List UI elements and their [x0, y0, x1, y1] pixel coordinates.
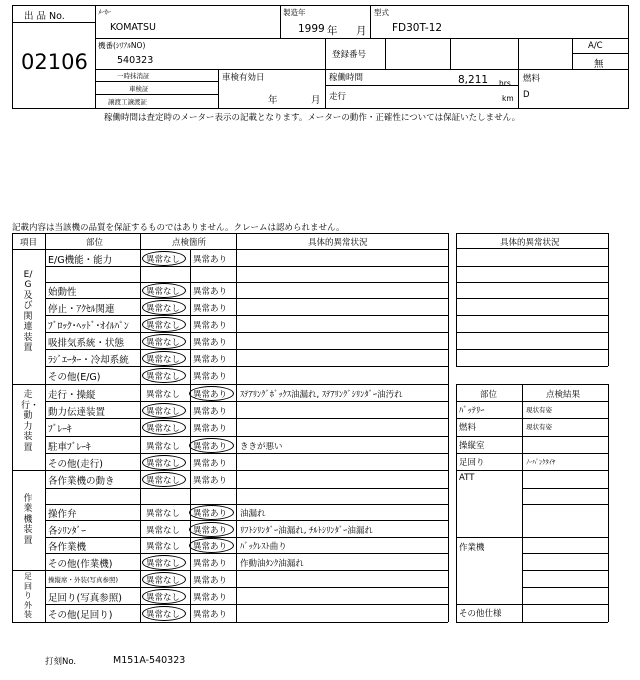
- row-part: 各ｼﾘﾝﾀﾞｰ: [48, 525, 87, 537]
- abnormal-option: 異常あり: [193, 337, 228, 348]
- right-row-part: ﾊﾞｯﾃﾘｰ: [459, 406, 485, 416]
- selected-circle: [189, 505, 234, 520]
- cert-temp-removal: 一時抹消証: [117, 72, 150, 80]
- abnormal-option: 異常あり: [193, 255, 228, 265]
- row-detail: ｽﾃｱﾘﾝｸﾞﾎﾞｯｸｽ油漏れ, ｽﾃｱﾘﾝｸﾞｼﾘﾝﾀﾞｰ油汚れ: [240, 389, 403, 400]
- selected-circle: [189, 522, 234, 537]
- right-row-result: ﾉｰﾊﾟﾝｸﾀｲﾔ: [526, 458, 556, 466]
- selected-circle: [142, 555, 186, 570]
- hours-note: 稼働時間は査定時のメーター表示の記載となります。メーターの動作・正確性については保証いたしません。: [104, 113, 521, 123]
- row-part: 操作弁: [48, 509, 77, 520]
- selected-circle: [189, 386, 234, 401]
- abnormal-option: 異常あり: [193, 575, 228, 586]
- normal-option: 異常なし: [146, 255, 181, 265]
- row-detail: ききが悪い: [240, 441, 283, 452]
- normal-option: 異常なし: [146, 354, 181, 365]
- row-part: 各作業機: [48, 542, 87, 553]
- normal-option: 異常なし: [146, 372, 181, 382]
- abnormal-option: 異常あり: [193, 610, 228, 620]
- right-row-part: 足回り: [459, 458, 485, 468]
- abnormal-option: 異常あり: [193, 558, 228, 569]
- ac-label: A/C: [588, 41, 603, 51]
- row-part: その他(走行): [48, 458, 103, 470]
- inspection-label: 車検有効日: [222, 73, 265, 83]
- abnormal-option: 異常あり: [193, 320, 228, 331]
- normal-option: 異常なし: [146, 287, 181, 297]
- normal-option: 異常なし: [146, 424, 181, 434]
- normal-option: 異常なし: [146, 509, 181, 519]
- row-detail: ﾊﾞｯｸﾚｽﾄ曲り: [240, 542, 287, 552]
- abnormal-option: 異常あり: [193, 303, 228, 314]
- model-label: 型式: [374, 8, 389, 17]
- abnormal-option: 異常あり: [193, 424, 228, 434]
- header-detail: 具体的異常状況: [308, 238, 368, 248]
- right-detail-header: 具体的異常状況: [500, 238, 560, 248]
- maker-value: KOMATSU: [110, 22, 156, 33]
- row-part: ﾌﾞﾚｰｷ: [48, 424, 72, 435]
- stamp-label: 打刻No.: [45, 657, 77, 667]
- normal-option: 異常なし: [146, 525, 181, 536]
- selected-circle: [189, 438, 234, 453]
- row-part: その他(作業機): [48, 558, 113, 570]
- year-unit: 年: [327, 25, 338, 37]
- selected-circle: [142, 455, 186, 470]
- abnormal-option: 異常あり: [193, 354, 228, 365]
- group-label-1: E/G及び関連装置: [23, 269, 33, 354]
- selected-circle: [142, 606, 186, 621]
- header-category: 項目: [20, 238, 38, 248]
- row-part: E/G機能・能力: [48, 255, 113, 266]
- disclaimer: 記載内容は当該機の品質を保証するものではありません。クレームは認められません。: [12, 223, 345, 233]
- row-detail: ﾘﾌﾄｼﾘﾝﾀﾞｰ油漏れ, ﾁﾙﾄｼﾘﾝﾀﾞｰ油漏れ: [240, 525, 373, 536]
- hours-unit-km: km: [502, 94, 514, 103]
- abnormal-option: 異常あり: [193, 406, 228, 417]
- item-no: 02106: [21, 50, 88, 74]
- row-part: 動力伝達装置: [48, 406, 106, 418]
- group-label-2: 走行・動力装置: [21, 390, 40, 453]
- row-part: 走行・操縦: [48, 389, 96, 401]
- normal-option: 異常なし: [146, 389, 181, 400]
- right-row-part: 燃料: [459, 423, 477, 433]
- selected-circle: [142, 572, 186, 587]
- month-unit: 月: [356, 25, 367, 37]
- selected-circle: [142, 351, 186, 366]
- row-part: 駐車ﾌﾞﾚｰｷ: [48, 441, 91, 453]
- maker-label: ﾒｰｶｰ: [98, 8, 111, 16]
- group-label-4: 足回り外装: [24, 572, 32, 620]
- normal-option: 異常なし: [146, 337, 181, 348]
- abnormal-option: 異常あり: [193, 542, 228, 552]
- row-detail: 作動油ﾀﾝｸ油漏れ: [240, 558, 304, 569]
- selected-circle: [142, 420, 186, 435]
- right-row-part: その他仕様: [459, 609, 502, 619]
- right-part-header: 部位: [480, 390, 498, 400]
- row-part: 操縦席・外装(写真参照): [48, 575, 119, 584]
- row-part: その他(E/G): [48, 372, 101, 383]
- right-result-header: 点検結果: [546, 390, 581, 400]
- row-part: 吸排気系統・状態: [48, 337, 125, 349]
- stamp-value: M151A-540323: [113, 655, 186, 666]
- row-part: 始動性: [48, 287, 77, 298]
- cert-vehicle-inspection: 車検証: [129, 85, 149, 93]
- right-row-part: 作業機: [459, 543, 485, 553]
- abnormal-option: 異常あり: [193, 458, 228, 469]
- right-row-part: ATT: [459, 473, 475, 483]
- selected-circle: [142, 283, 186, 298]
- row-detail: 油漏れ: [240, 509, 266, 519]
- abnormal-option: 異常あり: [193, 476, 228, 486]
- hours-label: 稼働時間: [329, 73, 364, 83]
- hours-value: 8,211: [458, 74, 489, 86]
- selected-circle: [142, 472, 186, 487]
- abnormal-option: 異常あり: [193, 525, 228, 536]
- normal-option: 異常なし: [146, 610, 181, 620]
- row-part: その他(足回り): [48, 610, 113, 621]
- right-row-result: 現状有姿: [526, 406, 552, 414]
- row-part: 停止・ｱｸｾﾙ関連: [48, 303, 115, 315]
- right-row-result: 現状有姿: [526, 423, 552, 431]
- hours-unit-hrs: hrs: [499, 79, 511, 88]
- normal-option: 異常なし: [146, 406, 181, 417]
- normal-option: 異常なし: [146, 458, 181, 469]
- normal-option: 異常なし: [146, 476, 181, 486]
- year-label: 製造年: [283, 8, 306, 17]
- selected-circle: [189, 538, 234, 553]
- year-value: 1999: [298, 23, 325, 35]
- header-check: 点検箇所: [172, 238, 207, 248]
- ac-value: 無: [594, 59, 604, 70]
- mileage-label: 走行: [329, 92, 347, 102]
- serial-value: 540323: [117, 55, 154, 66]
- group-label-3: 作業機装置: [23, 493, 33, 546]
- fuel-label: 燃料: [523, 74, 541, 84]
- right-row-part: 操縦室: [459, 441, 485, 451]
- abnormal-option: 異常あり: [193, 592, 228, 603]
- insp-year-unit: 年: [268, 95, 278, 106]
- insp-month-unit: 月: [311, 95, 321, 106]
- abnormal-option: 異常あり: [193, 509, 228, 519]
- row-part: 各作業機の動き: [48, 476, 115, 487]
- selected-circle: [142, 334, 186, 349]
- abnormal-option: 異常あり: [193, 389, 228, 400]
- selected-circle: [142, 251, 186, 266]
- row-part: 足回り(写真参照): [48, 592, 122, 604]
- normal-option: 異常なし: [146, 575, 181, 586]
- serial-label: 機番(ｼﾘｱﾙNO): [98, 41, 146, 50]
- normal-option: 異常なし: [146, 558, 181, 569]
- selected-circle: [142, 589, 186, 604]
- normal-option: 異常なし: [146, 441, 181, 452]
- selected-circle: [142, 317, 186, 332]
- selected-circle: [142, 300, 186, 315]
- model-value: FD30T-12: [392, 22, 443, 34]
- fuel-value: D: [523, 90, 530, 100]
- row-part: ﾗｼﾞｴｰﾀｰ・冷却系統: [48, 354, 129, 366]
- normal-option: 異常なし: [146, 592, 181, 603]
- cert-transfer: 譲渡工譲渡証: [108, 98, 147, 106]
- normal-option: 異常なし: [146, 320, 181, 331]
- normal-option: 異常なし: [146, 542, 181, 552]
- normal-option: 異常なし: [146, 303, 181, 314]
- selected-circle: [142, 403, 186, 418]
- header-part: 部位: [86, 238, 104, 248]
- selected-circle: [142, 368, 186, 383]
- abnormal-option: 異常あり: [193, 372, 228, 382]
- reg-label: 登録番号: [332, 50, 367, 60]
- abnormal-option: 異常あり: [193, 441, 228, 452]
- abnormal-option: 異常あり: [193, 287, 228, 297]
- row-part: ﾌﾞﾛｯｸ･ﾍｯﾄﾞ･ｵｲﾙﾊﾟﾝ: [48, 320, 129, 332]
- item-no-label: 出 品 No.: [24, 11, 65, 22]
